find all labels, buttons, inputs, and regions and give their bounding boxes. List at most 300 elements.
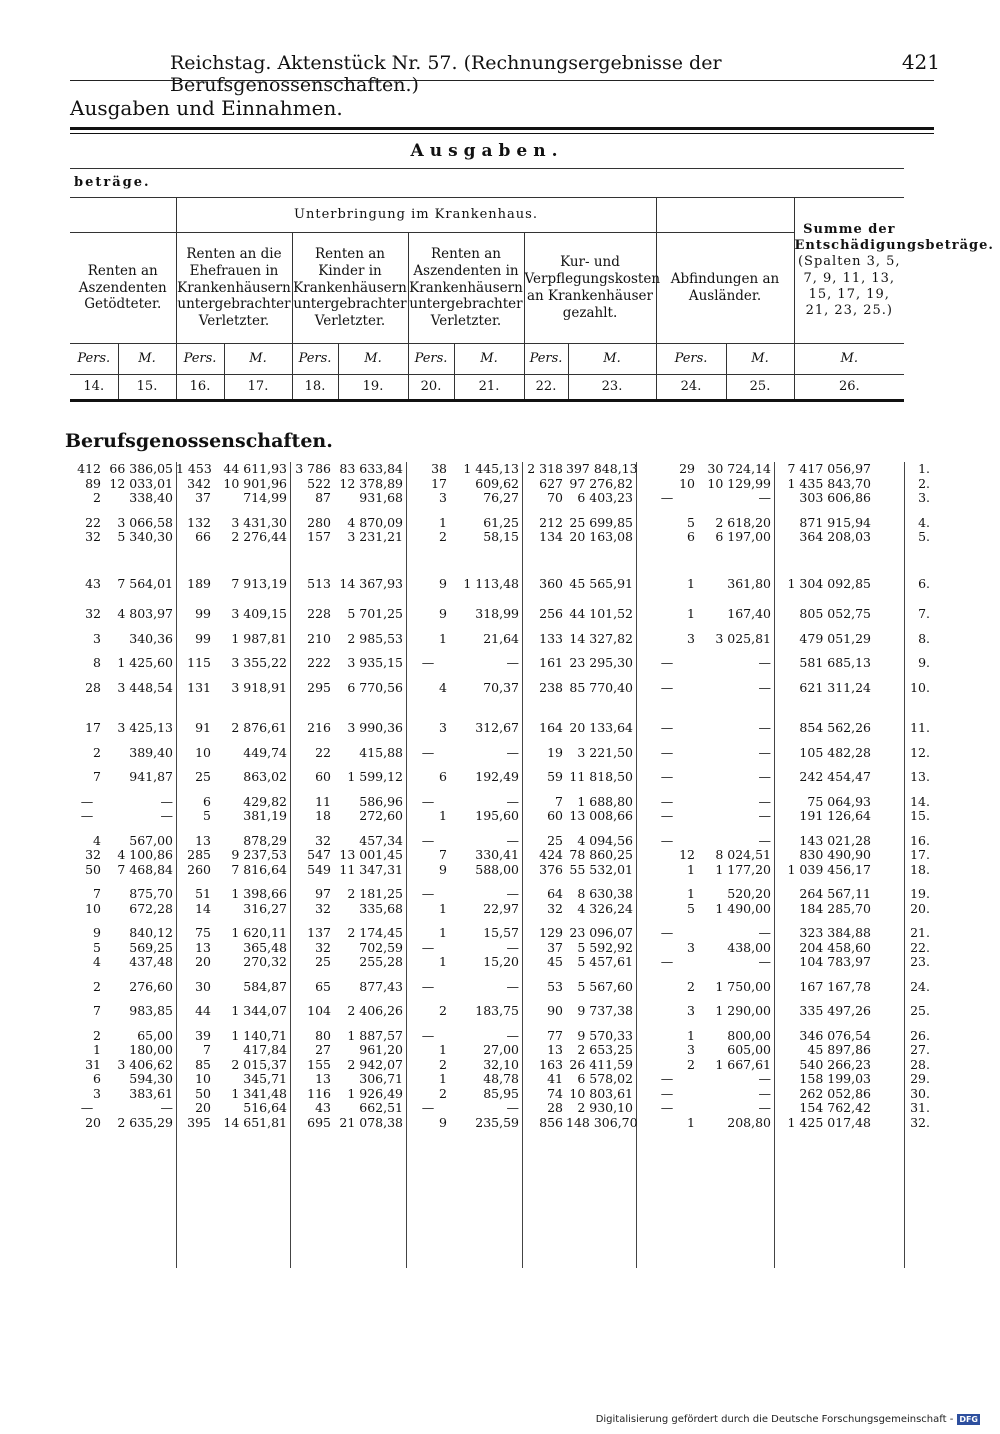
table-cell: 19 [547,744,563,760]
thick-rule [70,127,934,130]
table-cell: 20 [195,1100,211,1116]
table-cell: — [506,832,519,848]
table-cell: 6 [687,529,695,545]
table-cell: 70 [547,490,563,506]
thin-rule [70,133,934,134]
table-row [70,721,934,736]
table-cell: 856 [539,1114,563,1130]
row-spacer [70,591,934,607]
table-cell: 5 [93,939,101,955]
table-cell: 17 [85,720,101,736]
table-cell: 9 [439,861,447,877]
table-cell: 4 094,56 [577,832,633,848]
table-row [70,1029,934,1044]
table-cell: 3 231,21 [347,529,403,545]
row-number: 6. [918,575,930,591]
table-cell: 32 [315,832,331,848]
betraege-label: beträge. [70,169,904,198]
table-cell: 48,78 [483,1071,519,1087]
table-cell: 361,80 [727,575,771,591]
row-spacer [70,1019,934,1029]
table-cell: 1 [439,630,447,646]
table-cell: 38 [431,461,447,477]
row-number: 9. [918,655,930,671]
table-cell: 9 [439,575,447,591]
table-cell: 1 [439,925,447,941]
table-row [70,809,934,824]
table-cell: 1 [439,1042,447,1058]
table-cell: 30 [195,978,211,994]
table-cell: 4 870,09 [347,514,403,530]
table-cell: 2 [93,1027,101,1043]
table-cell: 4 326,24 [577,900,633,916]
table-row [70,834,934,849]
table-cell: — [506,978,519,994]
row-spacer [70,671,934,681]
table-cell: 154 762,42 [799,1100,871,1116]
row-number: 13. [910,769,930,785]
table-cell: — [758,679,771,695]
table-cell: 2 [439,1056,447,1072]
table-cell: 85 770,40 [569,679,633,695]
table-cell: 2 985,53 [347,630,403,646]
table-cell: 74 [547,1085,563,1101]
table-cell: 1 453 [176,461,212,477]
table-row [70,926,934,941]
table-cell: — [421,832,435,848]
table-cell: — [421,655,435,671]
table-cell: 32,10 [483,1056,519,1072]
table-cell: 878,29 [243,832,287,848]
table-cell: 513 [307,575,331,591]
table-cell: 1 [93,1042,101,1058]
table-cell: 216 [307,720,331,736]
table-row [70,656,934,671]
table-cell: 2 174,45 [347,925,403,941]
table-row [70,1101,934,1116]
table-cell: 270,32 [243,954,287,970]
table-cell: — [758,655,771,671]
table-cell: 6 403,23 [577,490,633,506]
table-cell: 32 [547,900,563,916]
table-cell: 6 [203,793,211,809]
table-cell: 262 052,86 [799,1085,871,1101]
row-spacer [70,561,934,577]
row-number: 23. [910,954,930,970]
table-cell: 204 458,60 [799,939,871,955]
table-cell: — [758,1100,771,1116]
table-cell: 2 [439,1085,447,1101]
table-cell: 272,60 [359,808,403,824]
table-cell: 51 [195,886,211,902]
unit-mark: M. [726,344,794,375]
table-cell: 1 [687,1114,695,1130]
table-cell: 863,02 [243,769,287,785]
table-cell: 9 [93,925,101,941]
table-cell: 2 276,44 [231,529,287,545]
ausgaben-heading: Ausgaben. [410,141,564,162]
table-cell: 32 [85,529,101,545]
table-row [70,770,934,785]
table-cell: 7 564,01 [117,575,173,591]
table-cell: 1 039 456,17 [787,861,871,877]
table-cell: 89 [85,475,101,491]
col-number: 19. [338,375,408,401]
table-cell: 3 448,54 [117,679,173,695]
table-cell: 567,00 [129,832,173,848]
table-row [70,848,934,863]
table-cell: 1 599,12 [347,769,403,785]
running-title: Reichstag. Aktenstück Nr. 57. (Rechnungsergebnisse der Berufsgenossenschaften.) [170,52,722,96]
table-cell: 1 290,00 [715,1003,771,1019]
table-cell: 340,36 [129,630,173,646]
table-cell: 2 [439,529,447,545]
summe-title: Summe der Entschädigungsbeträge. [794,221,994,253]
table-cell: 1 987,81 [231,630,287,646]
table-cell: 1 [439,514,447,530]
table-cell: 877,43 [359,978,403,994]
table-cell: 415,88 [359,744,403,760]
table-cell: 1 140,71 [231,1027,287,1043]
table-cell: 21 078,38 [339,1114,403,1130]
row-number: 31. [910,1100,930,1116]
table-cell: 75 064,93 [807,793,871,809]
table-cell: 1 435 843,70 [787,475,871,491]
table-cell: 7 [93,886,101,902]
table-cell: 1 490,00 [715,900,771,916]
table-cell: 941,87 [129,769,173,785]
table-cell: 27 [315,1042,331,1058]
table-cell: — [660,925,674,941]
row-spacer [70,785,934,795]
unit-pers: Pers. [408,344,454,375]
col-number: 20. [408,375,454,401]
table-row [70,577,934,592]
table-cell: 25 [315,954,331,970]
table-cell: — [660,808,674,824]
table-cell: 44 611,93 [223,461,287,477]
table-cell: 516,64 [243,1100,287,1116]
table-cell: 242 454,47 [799,769,871,785]
table-cell: 695 [307,1114,331,1130]
col-kinder: Renten an Kinder in Krankenhäusern untergebrachter Verletzter. [292,233,408,344]
table-cell: 5 340,30 [117,529,173,545]
table-cell: 586,96 [359,793,403,809]
table-cell: 44 [195,1003,211,1019]
table-cell: 23 295,30 [569,655,633,671]
table-cell: 457,34 [359,832,403,848]
row-number: 22. [910,939,930,955]
unit-pers: Pers. [176,344,224,375]
unit-pers: Pers. [292,344,338,375]
table-cell: 70,37 [483,679,519,695]
table-cell: — [421,886,435,902]
table-cell: 143 021,28 [799,832,871,848]
table-cell: 50 [195,1085,211,1101]
table-cell: 627 [539,475,563,491]
table-cell: 133 [539,630,563,646]
table-cell: 7 [555,793,563,809]
table-cell: 134 [539,529,563,545]
table-cell: 22 [85,514,101,530]
table-cell: 85,95 [483,1085,519,1101]
table-cell: 22 [315,744,331,760]
table-cell: 32 [85,606,101,622]
table-cell: 605,00 [727,1042,771,1058]
unit-mark: M. [118,344,176,375]
table-cell: — [506,1027,519,1043]
row-spacer [70,506,934,516]
row-number: 32. [910,1114,930,1130]
table-cell: 17 [431,475,447,491]
table-cell: 61,25 [483,514,519,530]
table-cell: 91 [195,720,211,736]
row-number: 28. [910,1056,930,1072]
table-cell: 1 750,00 [715,978,771,994]
table-cell: 961,20 [359,1042,403,1058]
table-cell: 58,15 [483,529,519,545]
row-number: 10. [910,679,930,695]
table-cell: 714,99 [243,490,287,506]
table-cell: 8 [93,655,101,671]
table-cell: 3 [687,939,695,955]
unterbringung-heading: Unterbringung im Krankenhaus. [176,198,656,233]
table-cell: 1 [687,1027,695,1043]
table-cell: — [660,1071,674,1087]
table-cell: 346 076,54 [799,1027,871,1043]
table-cell: — [660,769,674,785]
table-cell: 148 306,70 [566,1114,638,1130]
table-cell: — [506,744,519,760]
table-cell: 285 [187,847,211,863]
table-cell: 43 [85,575,101,591]
table-cell: — [758,490,771,506]
table-cell: 3 786 [295,461,331,477]
table-cell: 44 101,52 [569,606,633,622]
table-cell: 931,68 [359,490,403,506]
table-cell: 28 [85,679,101,695]
row-number: 8. [918,630,930,646]
table-cell: 41 [547,1071,563,1087]
table-cell: 6 770,56 [347,679,403,695]
table-cell: 4 [93,954,101,970]
table-cell: — [421,793,435,809]
table-cell: 10 129,99 [707,475,771,491]
summe-header [794,198,994,344]
table-cell: 60 [547,808,563,824]
table-cell: 830 490,90 [799,847,871,863]
table-cell: 330,41 [475,847,519,863]
table-cell: 1 113,48 [463,575,519,591]
table-cell: 164 [539,720,563,736]
table-cell: 2 [93,744,101,760]
table-row [70,491,934,506]
page-number: 421 [901,50,940,74]
table-cell: 397 848,13 [566,461,638,477]
table-cell: 412 [77,461,101,477]
table-cell: 3 990,36 [347,720,403,736]
table-cell: 3 066,58 [117,514,173,530]
table-cell: — [660,744,674,760]
row-number: 26. [910,1027,930,1043]
table-cell: 672,28 [129,900,173,916]
table-cell: 338,40 [129,490,173,506]
table-cell: 7 417 056,97 [787,461,871,477]
table-cell: 7 [93,1003,101,1019]
table-cell: 2 406,26 [347,1003,403,1019]
table-cell: 65,00 [137,1027,173,1043]
table-cell: 45 897,86 [807,1042,871,1058]
table-cell: 43 [315,1100,331,1116]
table-cell: 99 [195,606,211,622]
table-cell: 132 [187,514,211,530]
table-cell: 594,30 [129,1071,173,1087]
table-cell: 4 803,97 [117,606,173,622]
col-number: 15. [118,375,176,401]
col-number: 17. [224,375,292,401]
table-cell: 875,70 [129,886,173,902]
table-cell: 2 [93,978,101,994]
table-cell: — [80,793,94,809]
table-cell: 20 [195,954,211,970]
table-cell: — [660,490,674,506]
table-cell: 312,67 [475,720,519,736]
table-cell: 1 667,61 [715,1056,771,1072]
table-cell: 22,97 [483,900,519,916]
col-kur-verpflegung: Kur- und Verpflegungskosten an Krankenhäuser gezahlt. [524,233,656,344]
table-cell: 55 532,01 [569,861,633,877]
table-cell: 208,80 [727,1114,771,1130]
table-cell: 7 [93,769,101,785]
table-cell: 3 221,50 [577,744,633,760]
row-number: 11. [910,720,930,736]
table-cell: 26 411,59 [569,1056,633,1072]
unit-mark: M. [454,344,524,375]
table-cell: 129 [539,925,563,941]
table-cell: 2 181,25 [347,886,403,902]
col-ehefrauen: Renten an die Ehefrauen in Krankenhäusern untergebrachter Verletzter. [176,233,292,344]
table-cell: 78 860,25 [569,847,633,863]
table-cell: 276,60 [129,978,173,994]
row-number: 30. [910,1085,930,1101]
table-cell: 345,71 [243,1071,287,1087]
table-cell: 12 378,89 [339,475,403,491]
table-row [70,746,934,761]
table-cell: 2 015,37 [231,1056,287,1072]
table-cell: — [758,769,771,785]
table-cell: 479 051,29 [799,630,871,646]
table-cell: 3 [687,630,695,646]
section-title: Ausgaben und Einnahmen. [70,96,343,120]
table-cell: 31 [85,1056,101,1072]
table-cell: — [660,1100,674,1116]
table-cell: — [758,793,771,809]
table-cell: 183,75 [475,1003,519,1019]
table-cell: — [758,720,771,736]
table-row [70,1087,934,1102]
table-cell: 983,85 [129,1003,173,1019]
table-cell: 228 [307,606,331,622]
table-cell: 4 [439,679,447,695]
table-cell: 87 [315,490,331,506]
row-number: 3. [918,490,930,506]
table-cell: — [160,808,173,824]
table-row [70,516,934,531]
table-cell: 306,71 [359,1071,403,1087]
table-row [70,1004,934,1019]
unit-pers: Pers. [524,344,568,375]
table-cell: 10 803,61 [569,1085,633,1101]
table-cell: 7 [203,1042,211,1058]
table-cell: 1 [439,808,447,824]
table-cell: — [660,954,674,970]
row-number: 18. [910,861,930,877]
table-cell: 1 [439,900,447,916]
table-cell: 3 406,62 [117,1056,173,1072]
table-cell: 2 618,20 [715,514,771,530]
table-cell: 805 052,75 [799,606,871,622]
table-cell: 1 177,20 [715,861,771,877]
table-cell: 2 [687,1056,695,1072]
unit-mark: M. [794,344,904,375]
table-cell: — [758,808,771,824]
table-cell: 104 783,97 [799,954,871,970]
table-cell: — [421,978,435,994]
table-cell: 584,87 [243,978,287,994]
table-cell: 3 425,13 [117,720,173,736]
row-number: 7. [918,606,930,622]
row-number: 12. [910,744,930,760]
table-cell: 1 425 017,48 [787,1114,871,1130]
table-row [70,980,934,995]
table-cell: 383,61 [129,1085,173,1101]
table-cell: 316,27 [243,900,287,916]
unit-mark: M. [338,344,408,375]
table-cell: 189 [187,575,211,591]
table-cell: — [506,1100,519,1116]
table-cell: 163 [539,1056,563,1072]
table-cell: 323 384,88 [799,925,871,941]
table-cell: 66 386,05 [109,461,173,477]
table-cell: 3 [93,1085,101,1101]
table-cell: 32 [315,939,331,955]
table-cell: 10 [195,744,211,760]
table-cell: 295 [307,679,331,695]
table-cell: 3 431,30 [231,514,287,530]
table-cell: 192,49 [475,769,519,785]
table-cell: 105 482,28 [799,744,871,760]
table-cell: 97 276,82 [569,475,633,491]
table-cell: 588,00 [475,861,519,877]
table-cell: 376 [539,861,563,877]
table-cell: 3 [687,1042,695,1058]
table-cell: 438,00 [727,939,771,955]
table-cell: 437,48 [129,954,173,970]
col-number: 18. [292,375,338,401]
table-cell: 264 567,11 [799,886,871,902]
col-number: 21. [454,375,524,401]
table-cell: 9 [439,1114,447,1130]
table-cell: 1 341,48 [231,1085,287,1101]
table-cell: — [758,925,771,941]
col-number: 14. [70,375,118,401]
running-header [170,50,940,96]
row-number: 27. [910,1042,930,1058]
table-cell: 260 [187,861,211,877]
table-row [70,632,934,647]
table-cell: — [506,793,519,809]
table-cell: 854 562,26 [799,720,871,736]
